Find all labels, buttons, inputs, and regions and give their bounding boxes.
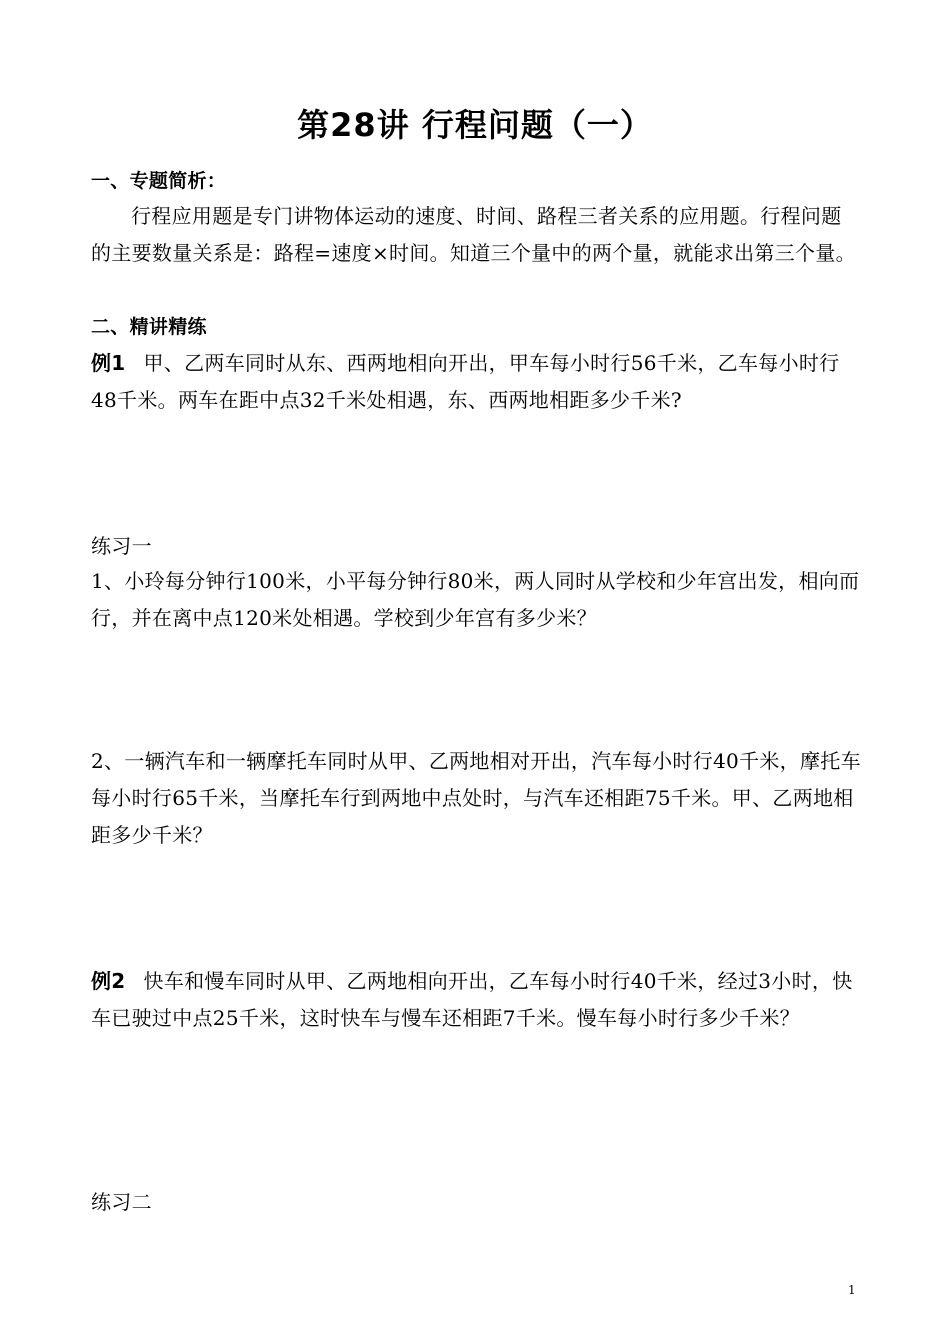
example-1 (91, 345, 861, 419)
practice-1-heading: 练习一 (91, 534, 152, 558)
page-number: 1 (848, 1283, 856, 1297)
example-2-text: 快车和慢车同时从甲、乙两地相向开出，乙车每小时行40千米，经过3小时，快车已驶过中点25千米，这时快车与慢车还相距7千米。慢车每小时行多少千米？ (91, 969, 853, 1030)
section-heading-overview: 一、专题简析： (91, 170, 227, 192)
example-1-label: 例1 (91, 351, 126, 375)
example-1-text: 甲、乙两车同时从东、西两地相向开出，甲车每小时行56千米，乙车每小时行48千米。两车在距中点32千米处相遇，东、西两地相距多少千米? (91, 351, 840, 412)
section-heading-practice: 二、精讲精练 (91, 316, 207, 338)
overview-paragraph: 行程应用题是专门讲物体运动的速度、时间、路程三者关系的应用题。行程问题的主要数量关系是：路程=速度×时间。知道三个量中的两个量，就能求出第三个量。 (91, 204, 856, 265)
example-2 (91, 963, 861, 1037)
page-title: 第28讲 行程问题（一） (297, 106, 653, 144)
practice-1-question-1: 1、小玲每分钟行100米，小平每分钟行80米，两人同时从学校和少年宫出发，相向而行，并在离中点120米处相遇。学校到少年宫有多少米？ (91, 569, 860, 630)
practice-1-question-2: 2、一辆汽车和一辆摩托车同时从甲、乙两地相对开出，汽车每小时行40千米，摩托车每小时行65千米，当摩托车行到两地中点处时，与汽车还相距75千米。甲、乙两地相距多少千米？ (91, 749, 861, 847)
example-2-label: 例2 (91, 969, 126, 993)
practice-2-heading: 练习二 (91, 1190, 152, 1214)
